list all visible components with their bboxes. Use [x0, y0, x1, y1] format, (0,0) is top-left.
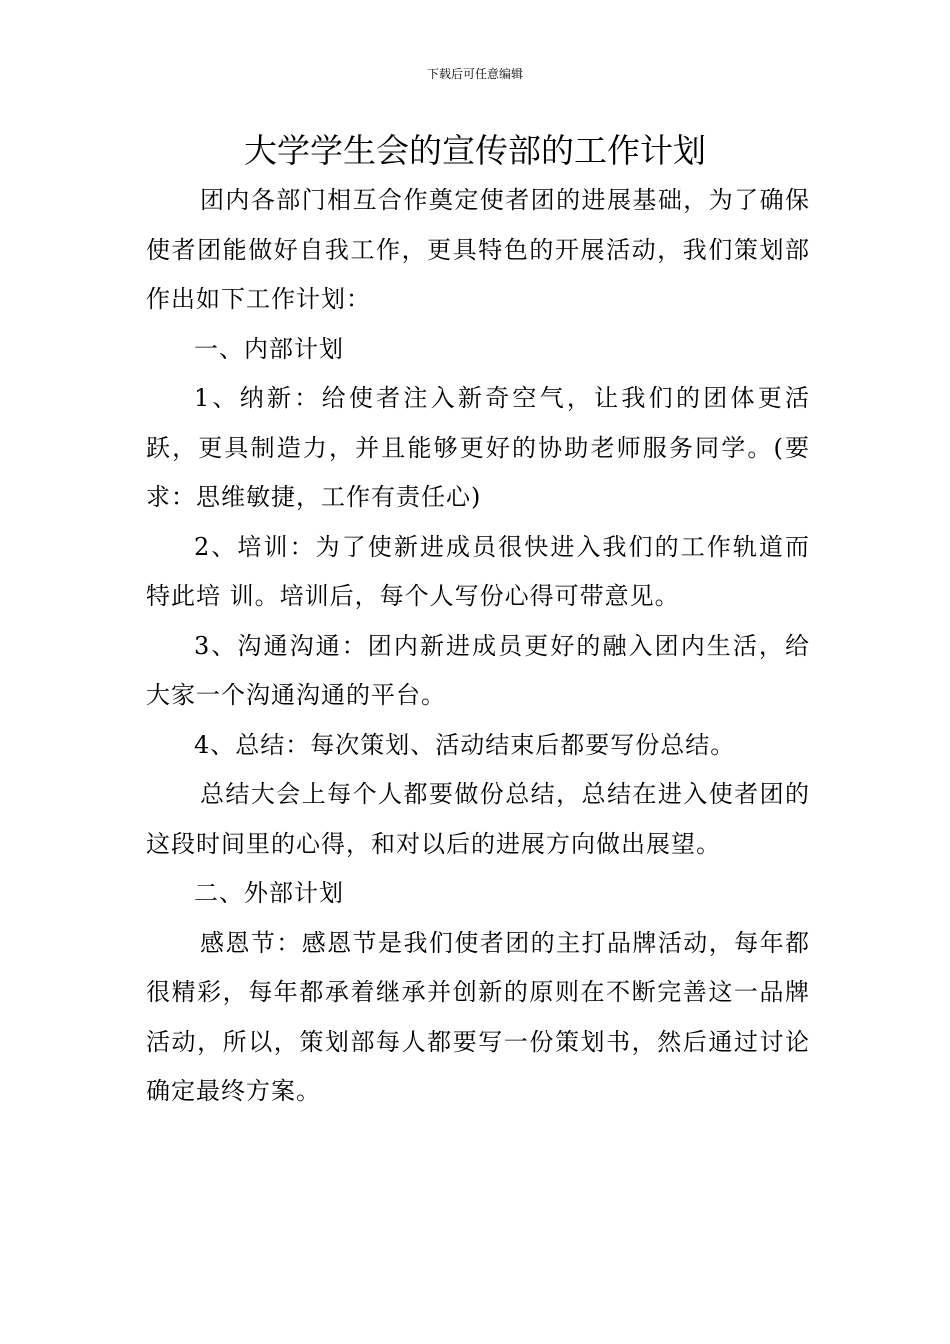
paragraph-recruitment: 1、纳新：给使者注入新奇空气，让我们的团体更活跃，更具制造力，并且能够更好的协助老师服务同学。(要求：思维敏捷，工作有责任心) [146, 384, 810, 511]
document-body [146, 176, 810, 1117]
header-note: 下载后可任意编辑 [426, 67, 523, 81]
document-title: 大学学生会的宣传部的工作计划 [244, 131, 706, 170]
paragraph-intro: 团内各部门相互合作奠定使者团的进展基础，为了确保使者团能做好自我工作，更具特色的开展活动，我们策划部作出如下工作计划： [146, 186, 810, 313]
paragraph-thanksgiving: 感恩节：感恩节是我们使者团的主打品牌活动，每年都很精彩，每年都承着继承并创新的原则在不断完善这一品牌活动，所以，策划部每人都要写一份策划书，然后通过讨论确定最终方案。 [146, 928, 810, 1105]
paragraph-summary-meeting: 总结大会上每个人都要做份总结，总结在进入使者团的这段时间里的心得，和对以后的进展方向做出展望。 [146, 780, 810, 858]
heading-internal-plan: 一、内部计划 [194, 334, 344, 363]
paragraph-summary: 4、总结：每次策划、活动结束后都要写份总结。 [194, 730, 736, 759]
paragraph-communication: 3、沟通沟通：团内新进成员更好的融入团内生活，给大家一个沟通沟通的平台。 [146, 631, 810, 709]
paragraph-training: 2、培训：为了使新进成员很快进入我们的工作轨道而特此培 训。培训后，每个人写份心得可带意见。 [146, 532, 810, 610]
heading-external-plan: 二、外部计划 [194, 879, 344, 907]
